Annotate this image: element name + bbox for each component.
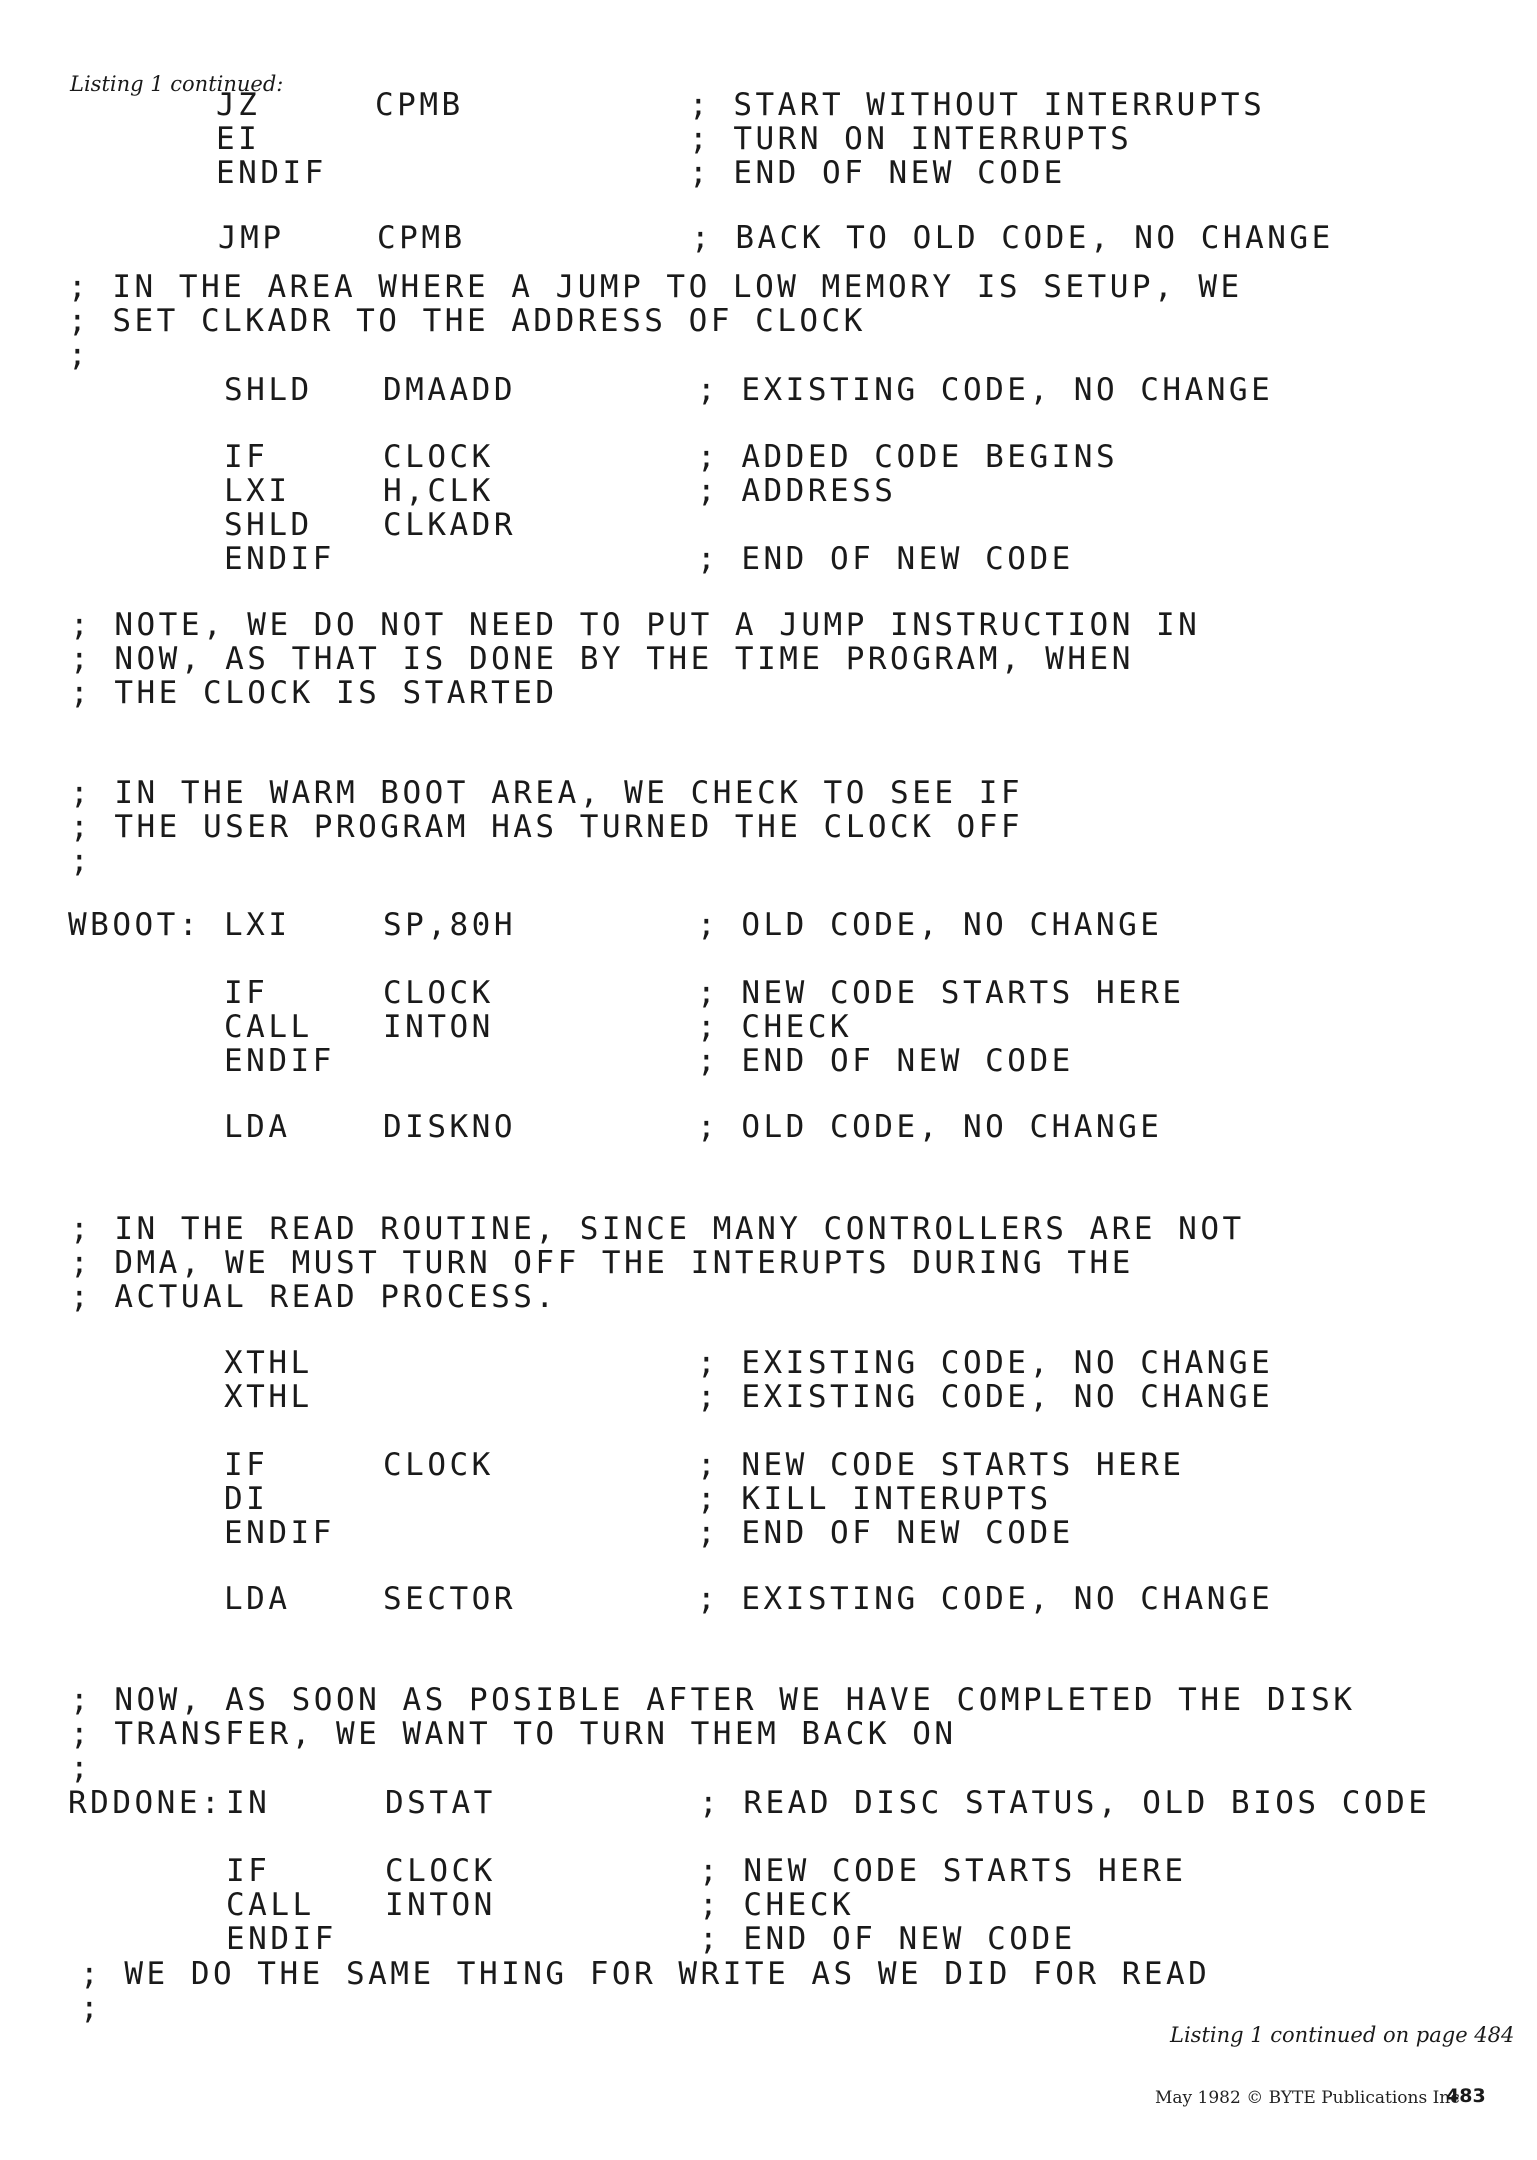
- code-line: [0, 1380, 1537, 1414]
- code-line: [0, 844, 1537, 878]
- code-line: [0, 304, 1537, 338]
- comment-text: ; IN THE AREA WHERE A JUMP TO LOW MEMORY IS SETUP, WE: [68, 269, 1243, 305]
- comment-text: ; IN THE READ ROUTINE, SINCE MANY CONTROLLERS ARE NOT: [70, 1211, 1245, 1247]
- code-line: [0, 1010, 1537, 1044]
- code-line: [0, 1212, 1537, 1246]
- code-line: [0, 1246, 1537, 1280]
- code-line: [0, 474, 1537, 508]
- code-operand: SP,80H: [383, 907, 516, 943]
- code-opcode: IN: [226, 1785, 271, 1821]
- comment-text: ;: [68, 337, 91, 373]
- code-opcode: LXI: [224, 473, 291, 509]
- code-operand: CPMB: [377, 220, 466, 256]
- code-opcode: ENDIF: [216, 155, 327, 191]
- code-operand: DSTAT: [385, 1785, 496, 1821]
- code-opcode: IF: [226, 1853, 271, 1889]
- code-line: [0, 642, 1537, 676]
- code-line: [0, 1516, 1537, 1550]
- comment-text: ;: [70, 1750, 93, 1786]
- code-line: [0, 1957, 1537, 1991]
- code-opcode: ENDIF: [224, 541, 335, 577]
- code-operand: CLOCK: [383, 975, 494, 1011]
- code-opcode: DI: [224, 1481, 269, 1517]
- code-opcode: ENDIF: [226, 1921, 337, 1957]
- code-comment: ; EXISTING CODE, NO CHANGE: [697, 1379, 1274, 1415]
- code-line: [0, 1922, 1537, 1956]
- code-opcode: LDA: [224, 1581, 291, 1617]
- comment-text: ; DMA, WE MUST TURN OFF THE INTERUPTS DURING THE: [70, 1245, 1134, 1281]
- code-comment: ; OLD CODE, NO CHANGE: [697, 1109, 1163, 1145]
- code-comment: ; END OF NEW CODE: [697, 1043, 1074, 1079]
- code-line: [0, 1044, 1537, 1078]
- code-line: [0, 1751, 1537, 1785]
- code-line: [0, 676, 1537, 710]
- code-opcode: LDA: [224, 1109, 291, 1145]
- code-opcode: JZ: [216, 87, 261, 123]
- code-comment: ; OLD CODE, NO CHANGE: [697, 907, 1163, 943]
- code-opcode: EI: [216, 121, 261, 157]
- code-line: [0, 608, 1537, 642]
- code-opcode: LXI: [224, 907, 291, 943]
- comment-text: ; NOW, AS SOON AS POSIBLE AFTER WE HAVE COMPLETED THE DISK: [70, 1682, 1356, 1718]
- code-comment: ; NEW CODE STARTS HERE: [697, 1447, 1185, 1483]
- code-line: [0, 976, 1537, 1010]
- code-line: [0, 1991, 1537, 2025]
- code-comment: ; CHECK: [699, 1887, 855, 1923]
- code-operand: DISKNO: [383, 1109, 516, 1145]
- code-comment: ; START WITHOUT INTERRUPTS: [689, 87, 1266, 123]
- code-comment: ; TURN ON INTERRUPTS: [689, 121, 1133, 157]
- code-comment: ; READ DISC STATUS, OLD BIOS CODE: [699, 1785, 1431, 1821]
- comment-text: ; ACTUAL READ PROCESS.: [70, 1279, 558, 1315]
- code-opcode: JMP: [218, 220, 285, 256]
- comment-text: ; NOTE, WE DO NOT NEED TO PUT A JUMP INSTRUCTION IN: [70, 607, 1201, 643]
- code-opcode: SHLD: [224, 507, 313, 543]
- comment-text: ; NOW, AS THAT IS DONE BY THE TIME PROGRAM, WHEN: [70, 641, 1134, 677]
- code-comment: ; BACK TO OLD CODE, NO CHANGE: [691, 220, 1334, 256]
- code-comment: ; EXISTING CODE, NO CHANGE: [697, 1345, 1274, 1381]
- code-comment: ; EXISTING CODE, NO CHANGE: [697, 1581, 1274, 1617]
- code-opcode: ENDIF: [224, 1515, 335, 1551]
- code-label: WBOOT:: [68, 907, 201, 943]
- code-line: [0, 88, 1537, 122]
- code-comment: ; KILL INTERUPTS: [697, 1481, 1052, 1517]
- code-line: [0, 1448, 1537, 1482]
- comment-text: ;: [70, 843, 93, 879]
- listing-caption: Listing 1 continued:: [70, 72, 284, 96]
- code-comment: ; END OF NEW CODE: [689, 155, 1066, 191]
- comment-text: ; THE CLOCK IS STARTED: [70, 675, 558, 711]
- code-opcode: IF: [224, 975, 269, 1011]
- code-operand: DMAADD: [383, 372, 516, 408]
- code-opcode: XTHL: [224, 1345, 313, 1381]
- code-line: [0, 440, 1537, 474]
- code-operand: CPMB: [375, 87, 464, 123]
- code-line: [0, 1482, 1537, 1516]
- code-line: [0, 1854, 1537, 1888]
- code-opcode: IF: [224, 439, 269, 475]
- code-comment: ; NEW CODE STARTS HERE: [697, 975, 1185, 1011]
- comment-text: ; TRANSFER, WE WANT TO TURN THEM BACK ON: [70, 1716, 957, 1752]
- code-operand: SECTOR: [383, 1581, 516, 1617]
- code-opcode: SHLD: [224, 372, 313, 408]
- code-operand: CLKADR: [383, 507, 516, 543]
- code-line: [0, 1110, 1537, 1144]
- code-line: [0, 1280, 1537, 1314]
- code-operand: CLOCK: [383, 1447, 494, 1483]
- comment-text: ; THE USER PROGRAM HAS TURNED THE CLOCK OFF: [70, 809, 1024, 845]
- code-line: [0, 1786, 1537, 1820]
- code-opcode: CALL: [226, 1887, 315, 1923]
- comment-text: ; SET CLKADR TO THE ADDRESS OF CLOCK: [68, 303, 866, 339]
- comment-text: ; IN THE WARM BOOT AREA, WE CHECK TO SEE IF: [70, 775, 1024, 811]
- code-comment: ; EXISTING CODE, NO CHANGE: [697, 372, 1274, 408]
- code-line: [0, 1717, 1537, 1751]
- comment-text: ;: [80, 1990, 103, 2026]
- code-line: [0, 1346, 1537, 1380]
- code-line: [0, 810, 1537, 844]
- code-line: [0, 270, 1537, 304]
- continuation-note: Listing 1 continued on page 484: [1170, 2023, 1515, 2047]
- code-line: [0, 373, 1537, 407]
- code-operand: CLOCK: [385, 1853, 496, 1889]
- page-number: 483: [1446, 2085, 1486, 2107]
- code-opcode: IF: [224, 1447, 269, 1483]
- publication-footer: May 1982 © BYTE Publications Inc: [1155, 2088, 1460, 2108]
- code-line: [0, 221, 1537, 255]
- code-line: [0, 338, 1537, 372]
- code-operand: INTON: [385, 1887, 496, 1923]
- code-comment: ; CHECK: [697, 1009, 853, 1045]
- code-label: RDDONE:: [68, 1785, 224, 1821]
- code-line: [0, 1582, 1537, 1616]
- code-operand: INTON: [383, 1009, 494, 1045]
- code-line: [0, 122, 1537, 156]
- code-comment: ; ADDRESS: [697, 473, 897, 509]
- code-operand: CLOCK: [383, 439, 494, 475]
- code-line: [0, 1683, 1537, 1717]
- code-line: [0, 1888, 1537, 1922]
- code-comment: ; END OF NEW CODE: [697, 541, 1074, 577]
- code-operand: H,CLK: [383, 473, 494, 509]
- code-line: [0, 508, 1537, 542]
- code-line: [0, 776, 1537, 810]
- code-comment: ; END OF NEW CODE: [697, 1515, 1074, 1551]
- code-line: [0, 542, 1537, 576]
- code-line: [0, 908, 1537, 942]
- code-opcode: XTHL: [224, 1379, 313, 1415]
- code-line: [0, 156, 1537, 190]
- code-comment: ; ADDED CODE BEGINS: [697, 439, 1119, 475]
- comment-text: ; WE DO THE SAME THING FOR WRITE AS WE DID FOR READ: [80, 1956, 1211, 1992]
- code-comment: ; NEW CODE STARTS HERE: [699, 1853, 1187, 1889]
- code-comment: ; END OF NEW CODE: [699, 1921, 1076, 1957]
- code-opcode: CALL: [224, 1009, 313, 1045]
- code-opcode: ENDIF: [224, 1043, 335, 1079]
